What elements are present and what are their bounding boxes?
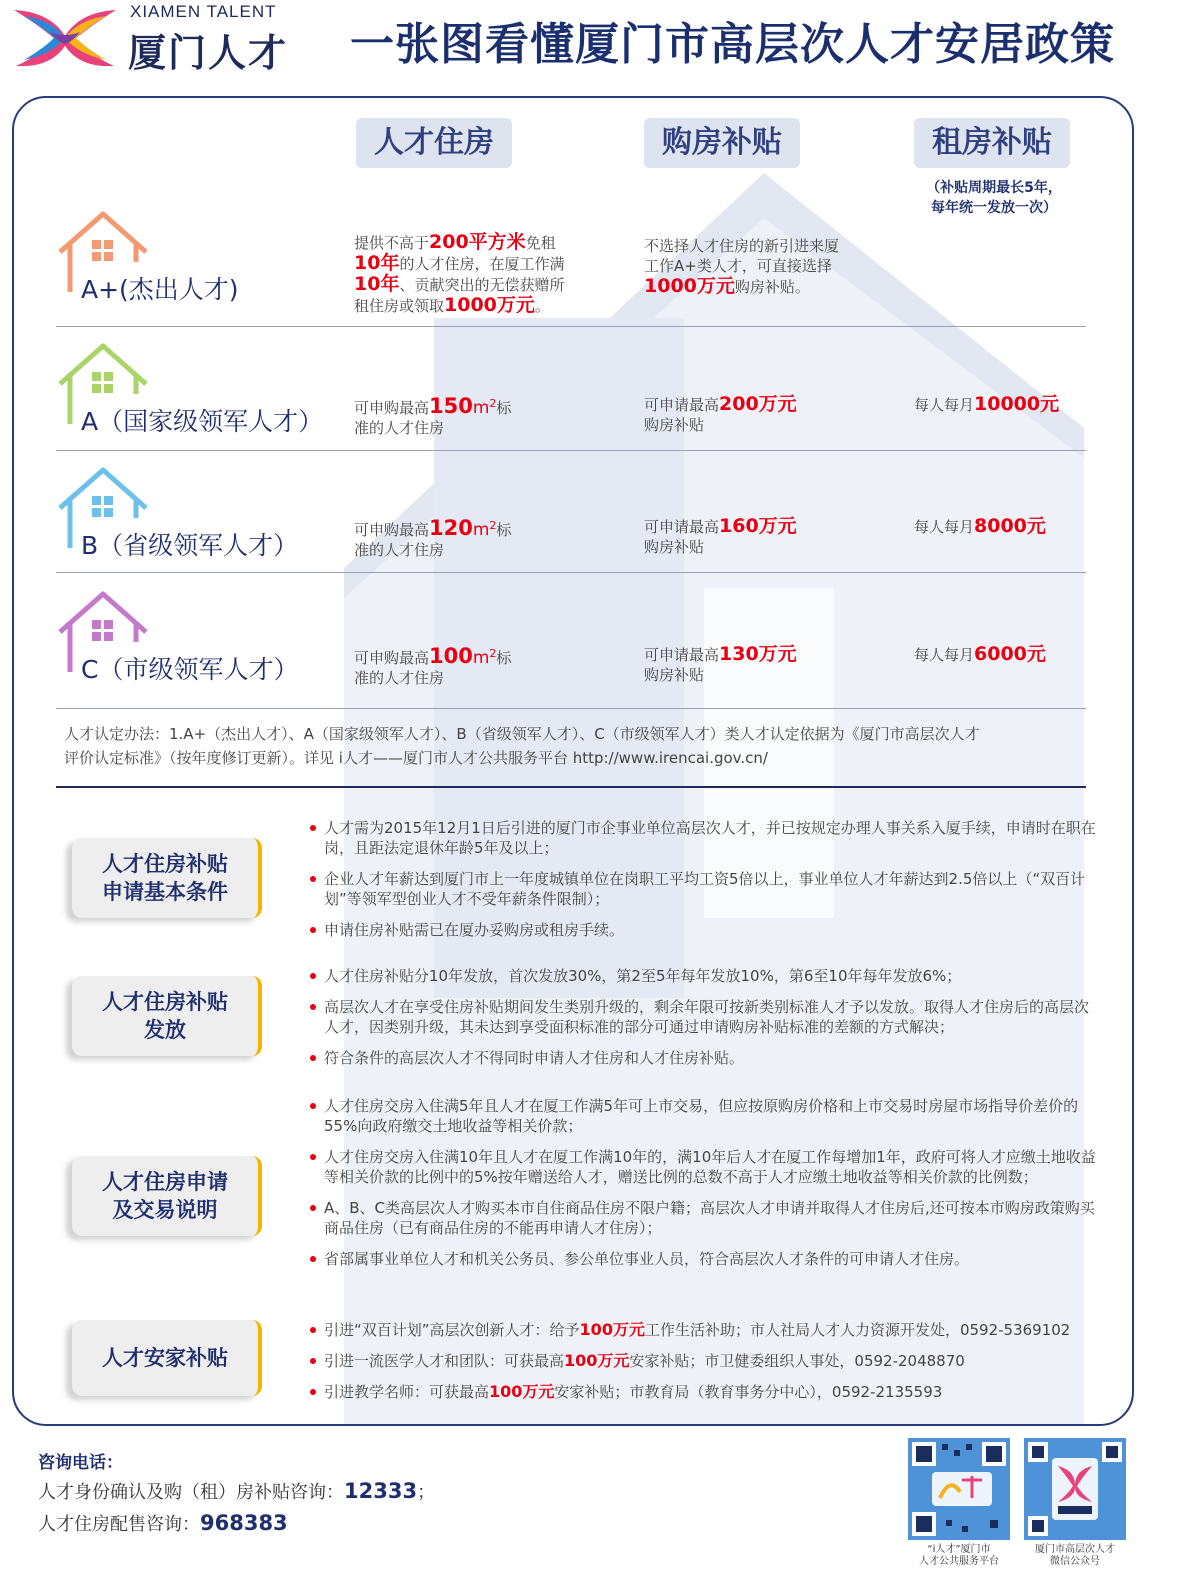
section-label-basic-conditions: 人才住房补贴 申请基本条件 (72, 838, 262, 918)
list-item: 人才住房交房入住满10年且人才在厦工作满10年的，满10年后人才在厦工作每增加1年，政府可将人才应缴土地收益等相关价款的比例中的5%按年赠送给人才，赠送比例的总数不高于人才应缴土地收益等相关价款的比例数； (310, 1147, 1100, 1187)
a-plus-housing-text: 提供不高于200平方米免租 10年的人才住房，在厦工作满 10年、贡献突出的无偿获赠所 租住房或领取1000万元。 (354, 231, 565, 316)
tier-label-b: B（省级领军人才） (81, 531, 299, 560)
wechat-qr-caption: 厦门市高层次人才 微信公众号 (1035, 1544, 1115, 1567)
list-item: 引进“双百计划”高层次创新人才：给予100万元工作生活补助；市人社局人才人力资源开发处，0592-5369102 (310, 1320, 1100, 1340)
basic-conditions-list (310, 818, 1100, 951)
settlement-subsidy-list (310, 1320, 1100, 1413)
list-item: 人才住房交房入住满5年且人才在厦工作满5年可上市交易，但应按原购房价格和上市交易时房屋市场指导价差价的55%向政府缴交土地收益等相关价款； (310, 1096, 1100, 1136)
consultation-line-subsidy: 人才身份确认及购（租）房补贴咨询：12333； (38, 1479, 436, 1503)
list-item: 企业人才年薪达到厦门市上一年度城镇单位在岗职工平均工资5倍以上，事业单位人才年薪达到2.5倍以上（“双百计划”等领军型创业人才不受年薪条件限制）； (310, 869, 1100, 909)
rent-subsidy-note: （补贴周期最长5年， 每年统一发放一次） (926, 180, 1062, 216)
c-housing-text: 可申购最高$100m^2$标 准的人才住房 (354, 644, 512, 687)
xiamen-talent-logo (10, 2, 120, 74)
b-housing-text: 可申购最高$120m^2$标 准的人才住房 (354, 516, 512, 559)
policy-frame (12, 96, 1134, 1426)
logo-chinese-text: 厦门人才 (128, 31, 289, 75)
talent-recognition-method: 人才认定办法：1.A+（杰出人才）、A（国家级领军人才）、B（省级领军人才）、C（市级领军人才）类人才认定依据为《厦门市高层次人才 评价认定标准》（按年度修订更新）。详见 i人才——厦门市人才公共服务平台 http://www.irencai.gov.cn/ (64, 725, 980, 767)
row-divider (56, 708, 1086, 709)
b-rent-text: 每人每月8000元 (914, 515, 1046, 537)
b-purchase-text: 可申请最高160万元 购房补贴 (644, 515, 797, 556)
row-divider (56, 326, 1086, 327)
list-item: 引进一流医学人才和团队：可获最高100万元安家补贴；市卫健委组织人事处，0592-2048870 (310, 1351, 1100, 1371)
tier-label-a-plus: A+(杰出人才) (81, 275, 239, 304)
consultation-line-housing: 人才住房配售咨询：968383 (38, 1511, 288, 1535)
column-header-talent-housing: 人才住房 (356, 118, 512, 168)
list-item: 符合条件的高层次人才不得同时申请人才住房和人才住房补贴。 (310, 1048, 1100, 1068)
column-header-rent-subsidy: 租房补贴 (914, 118, 1070, 168)
list-item: 人才需为2015年12月1日后引进的厦门市企事业单位高层次人才，并已按规定办理人事关系入厦手续，申请时在职在岗，且距法定退休年龄5年及以上； (310, 818, 1100, 858)
section-divider (56, 786, 1086, 788)
subsidy-payment-list (310, 966, 1100, 1079)
row-divider (56, 572, 1086, 573)
section-label-subsidy-payment: 人才住房补贴 发放 (72, 976, 262, 1056)
page-title: 一张图看懂厦门市高层次人才安居政策 (350, 19, 1115, 70)
section-label-housing-trading: 人才住房申请 及交易说明 (72, 1156, 262, 1236)
a-plus-purchase-text: 不选择人才住房的新引进来厦 工作A+类人才，可直接选择 1000万元购房补贴。 (644, 237, 840, 297)
tier-label-a: A（国家级领军人才） (81, 407, 324, 436)
row-divider (56, 450, 1086, 451)
list-item: A、B、C类高层次人才购买本市自住商品住房不限户籍；高层次人才申请并取得人才住房后,还可按本市购房政策购买商品住房（已有商品住房的不能再申请人才住房）； (310, 1198, 1100, 1238)
c-rent-text: 每人每月6000元 (914, 643, 1046, 665)
list-item: 高层次人才在享受住房补贴期间发生类别升级的，剩余年限可按新类别标准人才予以发放。取得人才住房后的高层次人才，因类别升级，其未达到享受面积标准的部分可通过申请购房补贴标准的差额的方式解决； (310, 997, 1100, 1037)
wechat-account-qr-code (1022, 1436, 1128, 1542)
column-header-purchase-subsidy: 购房补贴 (644, 118, 800, 168)
list-item: 人才住房补贴分10年发放，首次发放30%，第2至5年每年发放10%，第6至10年每年发放6%； (310, 966, 1100, 986)
a-rent-text: 每人每月10000元 (914, 393, 1060, 415)
irencai-qr-code (906, 1436, 1012, 1542)
list-item: 申请住房补贴需已在厦办妥购房或租房手续。 (310, 920, 1100, 940)
irencai-qr-caption: “i人才”厦门市 人才公共服务平台 (919, 1544, 999, 1567)
tier-label-c: C（市级领军人才） (81, 655, 299, 684)
logo-english-text: XIAMEN TALENT (130, 2, 277, 21)
list-item: 引进教学名师：可获最高100万元安家补贴；市教育局（教育事务分中心），0592-2135593 (310, 1382, 1100, 1402)
c-purchase-text: 可申请最高130万元 购房补贴 (644, 643, 797, 684)
a-housing-text: 可申购最高$150m^2$标 准的人才住房 (354, 394, 512, 437)
list-item: 省部属事业单位人才和机关公务员、参公单位事业人员，符合高层次人才条件的可申请人才住房。 (310, 1249, 1100, 1269)
consultation-title: 咨询电话： (38, 1453, 123, 1473)
section-label-settlement-subsidy: 人才安家补贴 (72, 1320, 262, 1396)
housing-trading-list (310, 1096, 1100, 1280)
a-purchase-text: 可申请最高200万元 购房补贴 (644, 393, 797, 434)
